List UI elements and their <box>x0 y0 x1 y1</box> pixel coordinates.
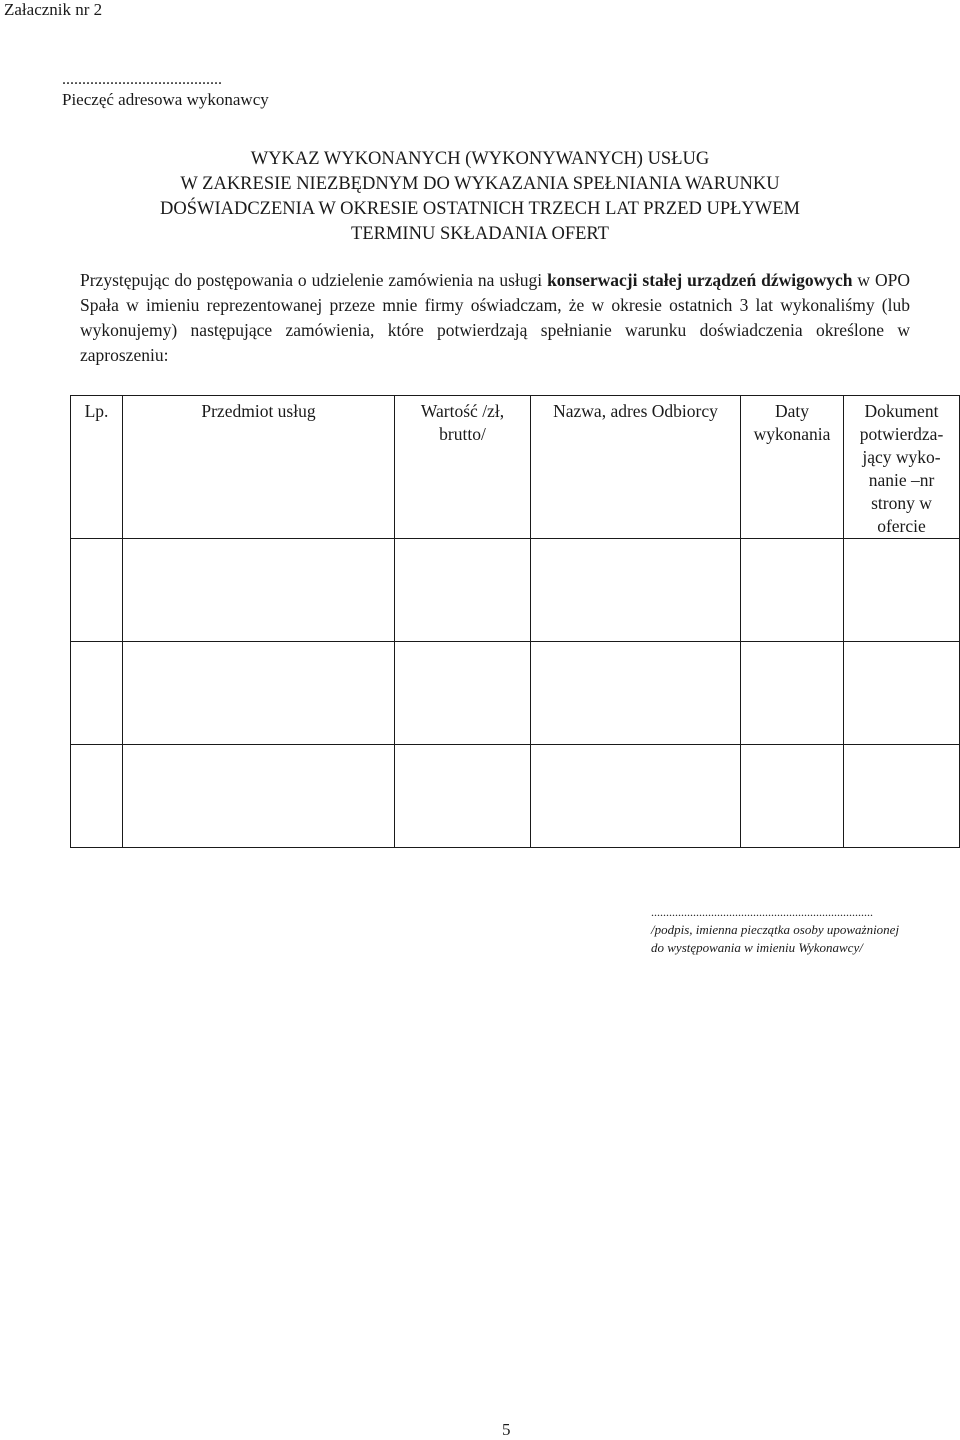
table-row <box>71 539 960 642</box>
header-lp: Lp. <box>71 396 123 539</box>
stamp-label: Pieczęć adresowa wykonawcy <box>62 90 269 109</box>
header-client: Nazwa, adres Odbiorcy <box>531 396 741 539</box>
title-line-1: WYKAZ WYKONANYCH (WYKONYWANYCH) USŁUG <box>250 149 710 169</box>
title-line-3: DOŚWIADCZENIA W OKRESIE OSTATNICH TRZECH LAT PRZED UPŁYWEM <box>159 199 801 219</box>
signature-line-2: do występowania w imieniu Wykonawcy/ <box>651 940 863 955</box>
cell-lp <box>71 745 123 848</box>
signature-dotted-line: .......................................................................... <box>651 905 873 919</box>
signature-caption <box>651 921 899 957</box>
header-subject: Przedmiot usług <box>123 396 395 539</box>
intro-text-end: w OPO Spała w imieniu reprezentowanej przeze mnie firmy oświadczam, że w okresie ostatnich 3 lat wykonaliśmy (lub wykonujemy) następujące zamówienia, które potwierdzają spełnianie warunku doświadczenia określone w zaproszeniu: <box>80 270 910 365</box>
cell-client <box>531 642 741 745</box>
page-number: 5 <box>502 1420 511 1439</box>
document-title <box>60 147 900 247</box>
table-row <box>71 642 960 745</box>
attachment-label: Załacznik nr 2 <box>4 0 103 19</box>
cell-value <box>395 745 531 848</box>
signature-line-1: /podpis, imienna pieczątka osoby upoważnionej <box>651 922 900 937</box>
stamp-dotted-line: ........................................ <box>62 71 222 88</box>
intro-text-bold: konserwacji stałej urządzeń dźwigowych <box>547 270 853 290</box>
table-header-row <box>71 396 960 539</box>
services-table <box>70 395 960 848</box>
cell-value <box>395 642 531 745</box>
cell-value <box>395 539 531 642</box>
cell-subject <box>123 745 395 848</box>
cell-document <box>844 745 960 848</box>
cell-dates <box>741 642 844 745</box>
cell-subject <box>123 642 395 745</box>
header-document: Dokument potwierdza-jący wyko-nanie –nr strony w ofercie <box>844 396 960 539</box>
cell-client <box>531 745 741 848</box>
header-dates: Daty wykonania <box>741 396 844 539</box>
cell-dates <box>741 539 844 642</box>
cell-lp <box>71 539 123 642</box>
title-line-4: TERMINU SKŁADANIA OFERT <box>351 224 609 244</box>
intro-text-start: Przystępując do postępowania o udzielenie zamówienia na usługi <box>80 270 548 290</box>
header-value: Wartość /zł, brutto/ <box>395 396 531 539</box>
title-line-2: W ZAKRESIE NIEZBĘDNYM DO WYKAZANIA SPEŁNIANIA WARUNKU <box>180 174 780 194</box>
intro-paragraph <box>80 268 910 368</box>
cell-document <box>844 539 960 642</box>
cell-lp <box>71 642 123 745</box>
cell-subject <box>123 539 395 642</box>
cell-document <box>844 642 960 745</box>
cell-client <box>531 539 741 642</box>
cell-dates <box>741 745 844 848</box>
table-row <box>71 745 960 848</box>
